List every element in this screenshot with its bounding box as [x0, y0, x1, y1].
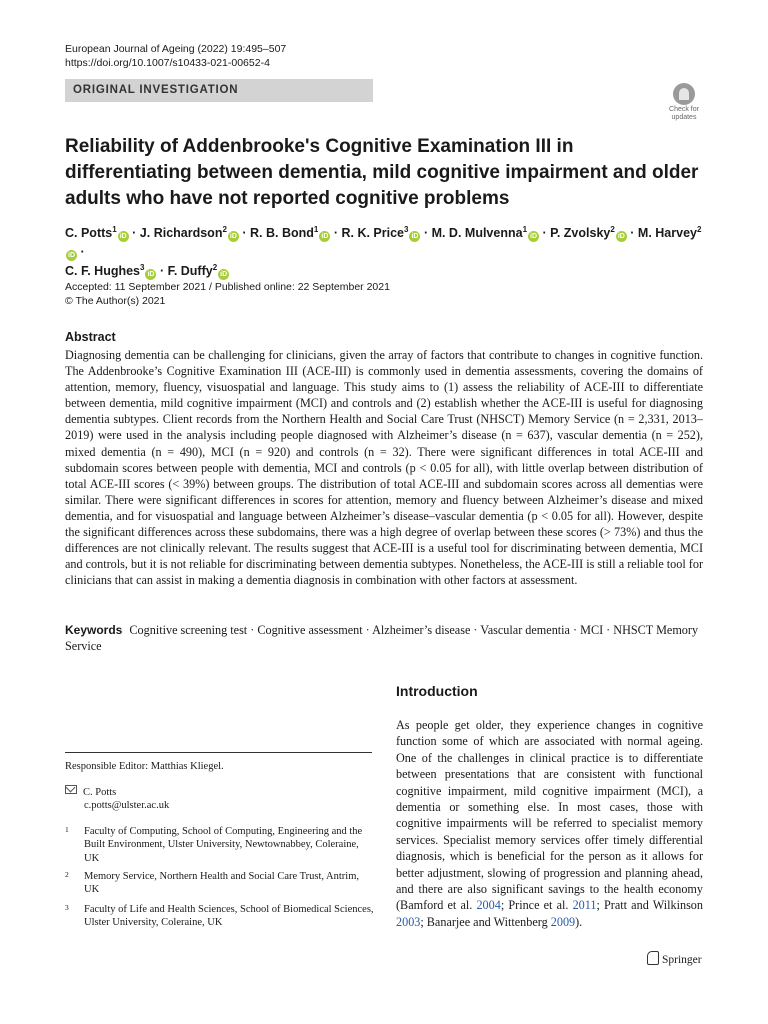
citation-link[interactable]: 2003	[396, 914, 421, 929]
envelope-icon	[65, 785, 77, 794]
introduction-text	[396, 717, 703, 930]
abstract-heading: Abstract	[65, 330, 116, 344]
author-name[interactable]: M. Harvey	[637, 226, 697, 240]
abstract-text: Diagnosing dementia can be challenging for clinicians, given the array of factors that contribute to changes in cognitive function. The Addenbrooke’s Cognitive Examination III (ACE-III) is commonly used in dementia assessments, covering the domains of attention, memory, fluency, visuospatial and language. This study aims to (1) assess the reliability of ACE-III to differentiate between dementia, mild cognitive impairment (MCI) and controls and (2) establish whether the ACE-III is useful for diagnosing dementia subtypes. Client records from the Northern Health and Social Care Trust (NHSCT) Memory Service (n = 2,331, 2013–2019) were used in the analysis including people diagnosed with Alzheimer’s disease (n = 637), vascular dementia (n = 252), mixed dementia (n = 490), MCI (n = 920) and controls (n = 32). There were significant differences in total ACE-III and subdomain scores between people with dementia, MCI and controls (p < 0.05 for all), with little overlap between distribution of total ACE-III scores (< 39%) between groups. The distribution of total ACE-III and subdomain scores across all dementias were similar. There were significant differences in scores for attention, memory and fluency between Alzheimer’s disease and mixed dementia, and for visuospatial and language between Alzheimer’s disease–vascular dementia (p < 0.05 for all). However, despite the significant differences across these subdomains, there was a high degree of overlap between these scores (> 73%) and thus the differences are not clinically relevant. The results suggest that ACE-III is a useful tool for discriminating between dementia, MCI and controls, but it is not reliable for discriminating between dementia subtypes. Nonetheless, the ACE-III is still a reliable tool for clinicians that can assist in making a dementia diagnosis in combination with other factors at assessment.	[65, 348, 703, 588]
author-affiliation: 3	[404, 224, 409, 234]
citation-link[interactable]: 2009	[550, 914, 576, 929]
intro-text-segment: ; Pratt and Wilkinson	[596, 898, 703, 913]
orcid-icon[interactable]: iD	[229, 233, 237, 240]
intro-text-segment: As people get older, they experience changes in cognitive function some of which are associated with normal ageing. One of the challenges in clinical practice is to differentiate between presentations that are consistent with functional cognitive impairment, mild cognitive impairment (MCI), a dementia or something else. In most cases, those with cognitive impairments will be referred to specialist memory services. Specialist memory services offer timely differential diagnosis, which is beneficial for the person as it allows for better adjustment, slowing of progression and planning ahead, and there are also significant savings to the health economy (Bamford et al.	[396, 718, 703, 913]
author-list: C. Potts$^1$iD · J. Richardson$^2$iD · R. B. Bond$^1$iD · R. K. Price$^3$iD · M. D. Mulvenna$^1$iD · P. Zvolsky$^2$iD · M. Harvey$^2$iD · C. F. Hughes$^3$iD · F. Duffy$^2$iD	[65, 224, 702, 278]
article-title: Reliability of Addenbrooke's Cognitive Examination III in differentiating between dementia, mild cognitive impairment and older adults who have not reported cognitive problems	[65, 136, 699, 209]
author-affiliation: 2	[222, 224, 227, 234]
affiliation-number: 3	[65, 903, 69, 912]
orcid-icon[interactable]: iD	[530, 233, 538, 240]
author-name[interactable]: R. B. Bond	[250, 226, 314, 240]
author-name[interactable]: J. Richardson	[139, 226, 223, 240]
author-affiliation: 2	[212, 262, 218, 272]
crossmark-label-line2: updates	[671, 114, 697, 121]
publication-dates	[65, 280, 390, 308]
publisher-name: Springer	[662, 954, 702, 966]
responsible-editor: Responsible Editor: Matthias Kliegel.	[65, 761, 224, 772]
corresponding-email[interactable]: c.potts@ulster.ac.uk	[84, 800, 170, 811]
footnote-divider	[65, 752, 372, 753]
author-name[interactable]: C. Potts	[65, 226, 113, 240]
corresponding-name: C. Potts	[83, 787, 117, 798]
publisher-logo	[647, 951, 702, 968]
orcid-icon[interactable]: iD	[68, 252, 75, 259]
orcid-icon[interactable]: iD	[119, 233, 127, 240]
intro-text-segment: ; Banarjee and Wittenberg	[420, 914, 551, 929]
author-name[interactable]: F. Duffy	[167, 264, 213, 278]
orcid-icon[interactable]: iD	[220, 271, 228, 278]
crossmark-label-line1: Check for	[669, 106, 699, 113]
affiliation-number: 1	[65, 825, 69, 834]
section-label: ORIGINAL INVESTIGATION	[65, 79, 373, 102]
author-name[interactable]: R. K. Price	[341, 226, 405, 240]
crossmark-icon	[673, 83, 695, 105]
doi-link[interactable]: https://doi.org/10.1007/s10433-021-00652-4	[65, 57, 270, 69]
orcid-icon[interactable]: iD	[411, 233, 419, 240]
author-affiliation: 2	[696, 224, 702, 234]
check-for-updates-badge[interactable]	[665, 83, 703, 123]
journal-header	[65, 42, 286, 70]
author-name[interactable]: P. Zvolsky	[550, 226, 611, 240]
journal-citation: European Journal of Ageing (2022) 19:495–507	[65, 43, 287, 55]
affiliation-text: Memory Service, Northern Health and Social Care Trust, Antrim, UK	[84, 871, 359, 896]
author-affiliation: 2	[610, 224, 615, 234]
author-affiliation: 1	[112, 224, 117, 234]
corresponding-author	[65, 785, 169, 812]
springer-horse-icon	[647, 951, 659, 965]
citation-link[interactable]: 2011	[572, 898, 597, 913]
keywords-heading: Keywords	[65, 623, 123, 637]
author-affiliation: 3	[140, 262, 145, 272]
citation-link[interactable]: 2004	[476, 898, 501, 913]
orcid-icon[interactable]: iD	[617, 233, 625, 240]
copyright-line: © The Author(s) 2021	[65, 295, 166, 307]
affiliation-1	[65, 825, 375, 865]
accepted-published-dates: Accepted: 11 September 2021 / Published online: 22 September 2021	[65, 281, 390, 293]
author-affiliation: 1	[522, 224, 528, 234]
introduction-heading: Introduction	[396, 683, 478, 699]
orcid-icon[interactable]: iD	[147, 271, 155, 278]
author-name[interactable]: M. D. Mulvenna	[431, 226, 523, 240]
affiliation-text: Faculty of Life and Health Sciences, School of Biomedical Sciences, Ulster University, Coleraine, UK	[84, 904, 374, 929]
author-name[interactable]: C. F. Hughes	[65, 264, 141, 278]
keywords-list: Cognitive screening test · Cognitive assessment · Alzheimer’s disease · Vascular dementia · MCI · NHSCT Memory Service	[65, 623, 699, 654]
affiliation-2	[65, 870, 375, 897]
affiliation-text: Faculty of Computing, School of Computing, Engineering and the Built Environment, Ulster University, Newtownabbey, Coleraine, UK	[84, 826, 363, 864]
author-affiliation: 1	[313, 224, 319, 234]
orcid-icon[interactable]: iD	[321, 233, 329, 240]
intro-text-segment: ; Prince et al.	[500, 898, 573, 913]
affiliation-number: 2	[65, 870, 69, 879]
keywords-block	[65, 622, 705, 654]
intro-text-segment: ).	[575, 914, 583, 929]
affiliation-3	[65, 903, 375, 930]
